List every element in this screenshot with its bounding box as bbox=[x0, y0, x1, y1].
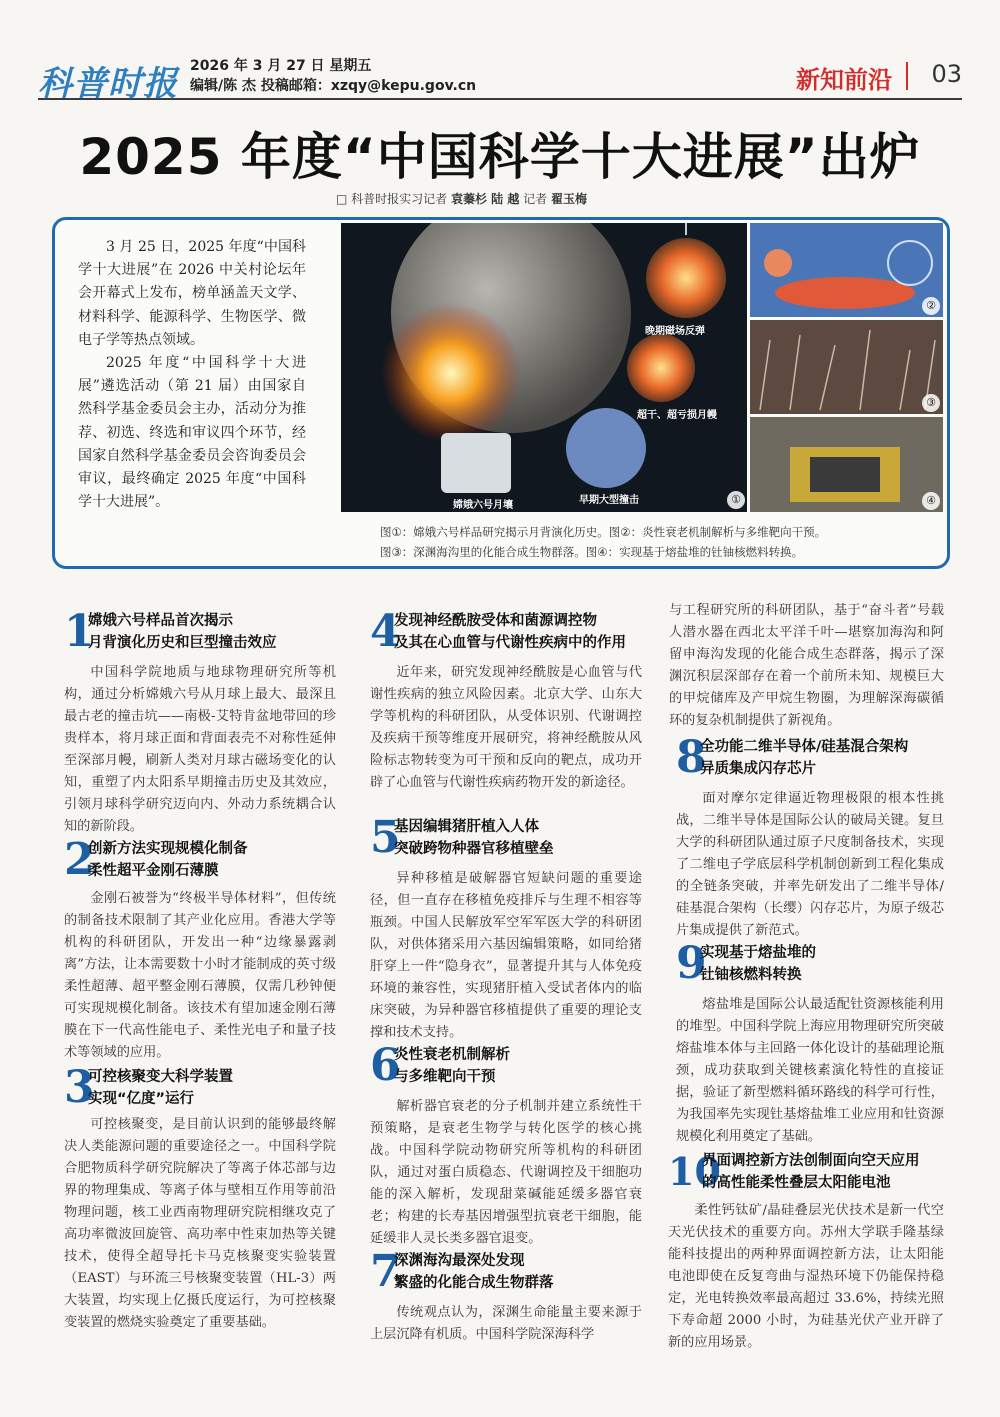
sample-container bbox=[441, 433, 511, 493]
article-number: 4 bbox=[370, 606, 401, 657]
image-label: 晚期磁场反弹 bbox=[645, 326, 705, 337]
article-title bbox=[702, 1150, 920, 1194]
article-title-line: 炎性衰老机制解析 bbox=[394, 1047, 510, 1063]
article-paragraph: 异种移植是破解器官短缺问题的重要途径，但一直存在移植免疫排斥与生理不相容等瓶颈。中国人民解放军空军军医大学的科研团队，对供体猪采用六基因编辑策略，如同给猪肝穿上一件“隐身衣”，显著提升其与人体免疫环境的兼容性，实现猪肝植入受试者体内的临床突破，为异种器官移植提供了重要的理论支撑和技术支持。 bbox=[370, 871, 642, 1040]
article-title-line: 可控核聚变大科学装置 bbox=[88, 1069, 233, 1085]
article-number: 5 bbox=[370, 812, 401, 863]
article-title-line: 创新方法实现规模化制备 bbox=[88, 841, 248, 857]
article-title-line: 实现“亿度”运行 bbox=[88, 1091, 195, 1107]
article-title-line: 月背演化历史和巨型撞击效应 bbox=[88, 635, 277, 651]
article-paragraph: 传统观点认为，深渊生命能量主要来源于上层沉降有机质。中国科学院深海科学 bbox=[370, 1305, 642, 1342]
issue-date: 2026 年 3 月 27 日 星期五 bbox=[190, 58, 372, 74]
page-number: 03 bbox=[931, 60, 962, 88]
lunar-map bbox=[566, 408, 646, 488]
image-caption bbox=[380, 522, 940, 562]
moon-illustration bbox=[341, 223, 747, 512]
article-body bbox=[64, 888, 336, 1064]
article-title-line: 与多维靶向干预 bbox=[394, 1069, 496, 1085]
article-number: 1 bbox=[64, 606, 95, 657]
image-label: 超干、超亏损月幔 bbox=[637, 410, 717, 421]
article-body bbox=[64, 1114, 336, 1334]
article-title bbox=[394, 816, 554, 860]
article-title bbox=[394, 610, 626, 654]
image-marker: ② bbox=[922, 297, 940, 315]
article-body bbox=[370, 1302, 642, 1346]
article-number: 7 bbox=[370, 1246, 401, 1297]
intro-text bbox=[78, 236, 306, 514]
article-number: 9 bbox=[676, 938, 707, 989]
moon-image bbox=[341, 223, 747, 512]
article-paragraph: 与工程研究所的科研团队，基于“奋斗者”号载人潜水器在西北太平洋千叶—堪察加海沟和阿留申海沟发现的化能合成生态群落，揭示了深渊沉积层深部存在着一个前所未知、规模巨大的甲烷储库及产甲烷生物圈，为理解深海碳循环的复杂机制提供了新视角。 bbox=[669, 603, 944, 728]
article-title bbox=[88, 610, 277, 654]
section-divider bbox=[906, 62, 908, 90]
inflammaging-illustration bbox=[750, 223, 943, 317]
article-paragraph: 面对摩尔定律逼近物理极限的根本性挑战，二维半导体是国际公认的破局关键。复旦大学的科研团队通过原子尺度制备技术，实现了二维电子学底层科学机制创新到工程化集成的全链条突破，并率先研发出了二维半导体/硅基混合架构（长缨）闪存芯片，为原子级芯片集成提供了新范式。 bbox=[676, 791, 944, 938]
impact-flash bbox=[381, 303, 521, 443]
article-body bbox=[64, 662, 336, 838]
article-paragraph: 近年来，研究发现神经酰胺是心血管与代谢性疾病的独立风险因素。北京大学、山东大学等机构的科研团队，从受体识别、代谢调控及疾病干预等维度开展研究，将神经酰胺从风险标志物转变为可干预和反向的靶点，成功开辟了心血管与代谢性疾病药物开发的新途径。 bbox=[370, 665, 642, 790]
newspaper-logo: 科普时报 bbox=[38, 64, 178, 104]
editor-contact: 编辑/陈 杰 投稿邮箱：xzqy@kepu.gov.cn bbox=[190, 78, 477, 94]
article-body bbox=[676, 994, 944, 1148]
trench-illustration bbox=[750, 320, 943, 414]
caption-line: 图①：嫦娥六号样品研究揭示月背演化历史。图②：炎性衰老机制解析与多维靶向干预。 bbox=[380, 525, 827, 539]
reactor-image bbox=[750, 417, 943, 512]
article-title-line: 的高性能柔性叠层太阳能电池 bbox=[702, 1175, 891, 1191]
byline-reporter2: 翟玉梅 bbox=[551, 192, 588, 206]
article-title-line: 及其在心血管与代谢性疾病中的作用 bbox=[394, 635, 626, 651]
article-body bbox=[676, 788, 944, 942]
inflammaging-image bbox=[750, 223, 943, 317]
article-title bbox=[88, 838, 248, 882]
page-headline: 2025 年度“中国科学十大进展”出炉 bbox=[79, 128, 921, 186]
image-label: 嫦娥六号月壤 bbox=[453, 500, 513, 511]
article-title bbox=[700, 736, 908, 780]
byline-middle: 记者 bbox=[523, 192, 548, 206]
article-body bbox=[370, 1096, 642, 1250]
byline-reporters: 袁蓁杉 陆 越 bbox=[450, 192, 520, 206]
image-label: 早期大型撞击 bbox=[579, 495, 639, 506]
article-title-line: 实现基于熔盐堆的 bbox=[700, 945, 816, 961]
article-title-line: 繁盛的化能合成生物群落 bbox=[394, 1275, 554, 1291]
article-body bbox=[668, 1200, 944, 1354]
intro-paragraph: 3 月 25 日，2025 年度“中国科学十大进展”在 2026 中关村论坛年会开幕式上发布，榜单涵盖天文学、材料科学、能源科学、生物医学、微电子学等热点领域。 bbox=[78, 239, 306, 348]
article-7-continued bbox=[669, 600, 944, 732]
article-number: 10 bbox=[668, 1149, 721, 1194]
article-title bbox=[394, 1044, 510, 1088]
article-paragraph: 解析器官衰老的分子机制并建立系统性干预策略，是衰老生物学与转化医学的核心挑战。中国科学院动物研究所等机构的科研团队，通过对蛋白质稳态、代谢调控及干细胞功能的深入解析，发现甜菜碱能延缓多器官衰老；构建的长寿基因增强型抗衰老干细胞，能延缓非人灵长类多器官退变。 bbox=[370, 1099, 642, 1246]
article-paragraph: 金刚石被誉为“终极半导体材料”，但传统的制备技术限制了其产业化应用。香港大学等机构的科研团队，开发出一种“边缘暴露剥离”方法，让本需要数十小时才能制成的英寸级柔性超薄、超平整金刚石薄膜，仅需几秒钟便可实现规模化制备。该技术有望加速金刚石薄膜在下一代高性能电子、柔性光电子和量子技术等领域的应用。 bbox=[64, 891, 336, 1060]
article-body bbox=[370, 868, 642, 1044]
masthead bbox=[38, 52, 962, 104]
image-marker: ③ bbox=[922, 394, 940, 412]
article-number: 3 bbox=[64, 1062, 95, 1113]
image-marker: ④ bbox=[922, 492, 940, 510]
article-number: 6 bbox=[370, 1040, 401, 1091]
article-number: 8 bbox=[676, 732, 707, 783]
reactor-illustration bbox=[750, 417, 943, 512]
article-body bbox=[370, 662, 642, 794]
article-title bbox=[700, 942, 816, 986]
article-title-line: 钍铀核燃料转换 bbox=[700, 967, 802, 983]
cross-section-1 bbox=[646, 238, 726, 318]
caption-line: 图③：深渊海沟里的化能合成生物群落。图④：实现基于熔盐堆的钍铀核燃料转换。 bbox=[380, 545, 804, 559]
article-title-line: 异质集成闪存芯片 bbox=[700, 761, 816, 777]
article-title-line: 发现神经酰胺受体和菌源调控物 bbox=[394, 613, 597, 629]
article-title bbox=[394, 1250, 554, 1294]
section-name: 新知前沿 bbox=[796, 66, 892, 94]
article-title-line: 界面调控新方法创制面向空天应用 bbox=[702, 1153, 920, 1169]
image-marker: ① bbox=[727, 491, 745, 509]
article-paragraph: 可控核聚变，是目前认识到的能够最终解决人类能源问题的重要途径之一。中国科学院合肥物质科学研究院解决了等离子体芯部与边界的物理集成、等离子体与壁相互作用等前沿物理问题，核工业西南物理研究院相继攻克了高功率微波回旋管、高功率中性束加热等关键技术，使得全超导托卡马克核聚变实验装置（EAST）与环流三号核聚变装置（HL-3）两大装置，均实现上亿摄氏度运行，为可控核聚变装置的燃烧实验奠定了重要基础。 bbox=[64, 1117, 336, 1330]
article-title bbox=[88, 1066, 233, 1110]
intro-paragraph: 2025 年度“中国科学十大进展”遴选活动（第 21 届）由国家自然科学基金委员会主办，活动分为推荐、初选、终选和审议四个环节，经国家自然科学基金委员会咨询委员会审议，最终确定 2025 年度“中国科学十大进展”。 bbox=[78, 355, 306, 511]
article-title-line: 深渊海沟最深处发现 bbox=[394, 1253, 525, 1269]
article-number: 2 bbox=[64, 834, 95, 885]
byline bbox=[336, 190, 587, 207]
article-title-line: 嫦娥六号样品首次揭示 bbox=[88, 613, 233, 629]
article-paragraph: 熔盐堆是国际公认最适配钍资源核能利用的堆型。中国科学院上海应用物理研究所突破熔盐堆本体与主回路一体化设计的基础理论瓶颈，成功获取到关键核素演化特性的直接证据，验证了新型燃料循环路线的科学可行性，为我国率先实现钍基熔盐堆工业应用和钍资源规模化利用奠定了基础。 bbox=[676, 997, 944, 1144]
byline-prefix: □ 科普时报实习记者 bbox=[336, 192, 448, 206]
cross-section-2 bbox=[627, 334, 695, 402]
trench-image bbox=[750, 320, 943, 414]
article-title-line: 柔性超平金刚石薄膜 bbox=[88, 863, 219, 879]
article-title-line: 基因编辑猪肝植入人体 bbox=[394, 819, 539, 835]
masthead-meta bbox=[190, 56, 476, 96]
article-paragraph: 中国科学院地质与地球物理研究所等机构，通过分析嫦娥六号从月球上最大、最深且最古老的撞击坑——南极-艾特肯盆地带回的珍贵样本，将月球正面和背面表壳不对称性延伸至深部月幔，刷新人类对月球古磁场变化的认知，重塑了内太阳系早期撞击历史及其效应，引领月球科学研究迈向内、外动力系统耦合认知的新阶段。 bbox=[64, 665, 336, 834]
article-paragraph: 柔性钙钛矿/晶硅叠层光伏技术是新一代空天光伏技术的重要方向。苏州大学联手隆基绿能科技提出的两种界面调控新方法，让太阳能电池即使在反复弯曲与湿热环境下仍能保持稳定，光电转换效率最高超过 33.6%，持续光照下寿命超 2000 小时，为硅基光伏产业开辟了新的应用场景。 bbox=[668, 1203, 944, 1350]
article-title-line: 全功能二维半导体/硅基混合架构 bbox=[700, 739, 909, 755]
article-title-line: 突破跨物种器官移植壁垒 bbox=[394, 841, 554, 857]
